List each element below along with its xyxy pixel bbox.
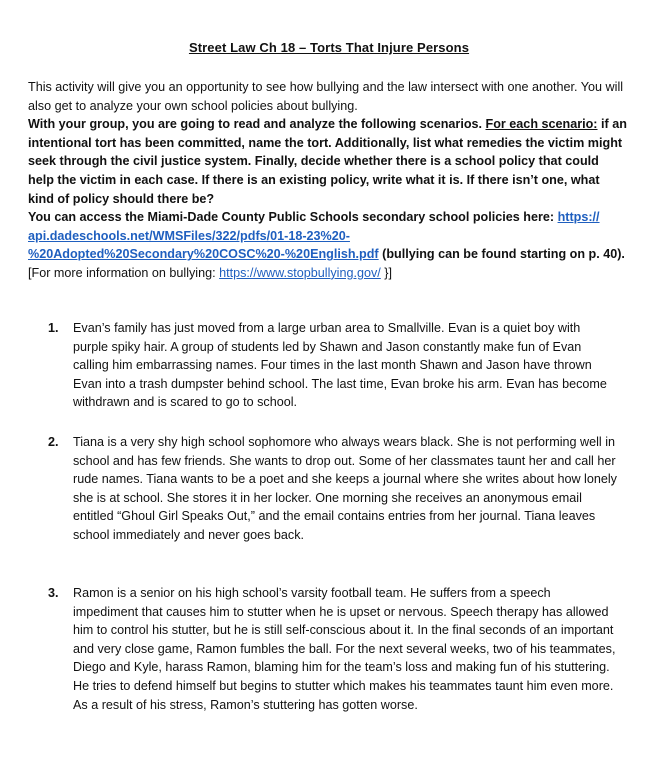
list-item [48, 433, 618, 545]
page-title: Street Law Ch 18 – Torts That Injure Persons [188, 40, 470, 55]
resources-more-info: [For more information on bullying: [28, 265, 220, 280]
policy-link-part2: api.dadeschools.net/WMSFiles/322/pdfs/01-18-23%20- [28, 228, 350, 243]
list-item [48, 319, 618, 412]
policy-link-part1: https:// [557, 210, 600, 225]
intro-section [28, 78, 628, 283]
scenario-number: 1. [48, 321, 59, 335]
scenario-text: Evan’s family has just moved from a large urban area to Smallville. Evan is a quiet boy with purple spiky hair. A group of students led by Shawn and Jason constantly make fun of Evan calling him embarrassing names. Four times in the last month Shawn and Jason have thrown Evan into a trash dumpster behind school. The last time, Evan broke his arm. Evan has become withdrawn and is scared to go to school. [73, 321, 607, 410]
resources-lead: You can access the Miami-Dade County Public Schools secondary school policies here: [28, 210, 558, 225]
resources-paragraph [28, 208, 628, 282]
scenario-text: Tiana is a very shy high school sophomore who always wears black. She is not performing well in school and has few friends. She wants to drop out. Some of her classmates taunt her and call her rude names. Tiana wants to be a poet and she keeps a journal where she writes about how lonely she is at school. She stores it in her locker. One morning she receives an anonymous email entitled “Ghoul Girl Speaks Out,” and the email contains entries from her journal. Tiana leaves school immediately and never goes back. [73, 435, 617, 542]
stopbullying-link[interactable]: https://www.stopbullying.gov/ [219, 265, 381, 280]
scenario-item-1 [48, 319, 618, 412]
instructions-lead: With your group, you are going to read and analyze the following scenarios. [28, 117, 486, 132]
instructions-paragraph [28, 115, 628, 208]
instructions-body: if an intentional tort has been committed, name the tort. Additionally, list what remedies the victim might seek through the civil justice system. Finally, decide whether there is a school policy that could help the victim in each case. If there is an existing policy, write what it is. If there isn’t one, what kind of policy should there be? [28, 117, 627, 206]
resources-close: }] [380, 265, 393, 280]
instructions-for-each: For each scenario: [485, 117, 598, 132]
scenario-number: 2. [48, 435, 59, 449]
intro-paragraph: This activity will give you an opportunity to see how bullying and the law intersect with one another. You will also get to analyze your own school policies about bullying. [28, 80, 624, 113]
scenario-number: 3. [48, 586, 59, 600]
scenario-item-3 [48, 584, 618, 714]
resources-page-note: (bullying can be found starting on p. 40). [378, 247, 625, 262]
scenario-text: Ramon is a senior on his high school’s varsity football team. He suffers from a speech impediment that causes him to stutter when he is upset or nervous. Speech therapy has allowed him to control his stutter, but he is still self-conscious about it. In the final seconds of an important and very close game, Ramon fumbles the ball. For the next several weeks, two of his teammates, Diego and Kyle, harass Ramon, blaming him for the team’s loss and making fun of his stuttering. He tries to defend himself but begins to stutter which makes his teammates taunt him even more. As a result of his stress, Ramon’s stuttering has gotten worse. [73, 586, 616, 712]
policy-link-part3: %20Adopted%20Secondary%20COSC%20-%20English.pdf [28, 247, 379, 262]
scenario-item-2 [48, 433, 618, 545]
list-item [48, 584, 618, 714]
